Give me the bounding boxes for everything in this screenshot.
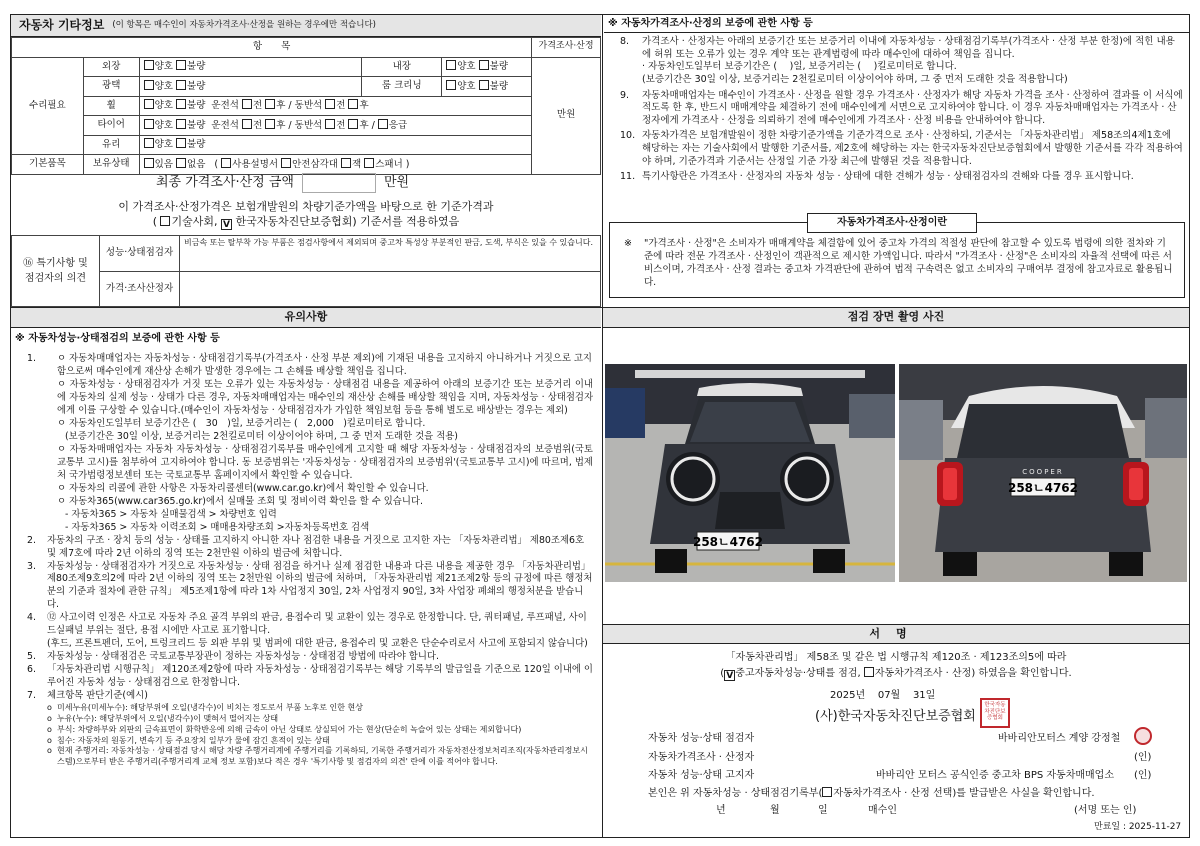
tire-options: 양호 불량 운전석 전 후 / 동반석 전 후 / 응급 xyxy=(139,116,532,136)
sign-line1: 「자동차관리법」 제58조 및 같은 법 시행규칙 제120조 · 제123조의5에 따라 xyxy=(725,652,1067,663)
price-inspector-note[interactable] xyxy=(180,272,601,307)
checkbox[interactable] xyxy=(325,119,335,129)
checkbox[interactable] xyxy=(265,119,275,129)
photo-bar: 점검 장면 촬영 사진 xyxy=(603,308,1189,328)
checkbox[interactable] xyxy=(176,138,186,148)
note-item-3: 3. 자동차성능 · 상태점검자가 거짓으로 자동차성능 · 상태 점검을 하거나 실제 점검한 내용과 다른 내용을 제공한 경우 「자동차관리법」 제80조제9호의2에 따라 2년 이하의 징역 또는 2천만원 이하의 벌금에 처하며, 「자동차관리법 제21조제2항 등의 규정에 따른 행정처분의 기준과 절차에 관한 규칙」 제5조제1항에 따라 1차 사업정지 30일, 2차 사업정지 90일, 3차 사업장 폐쇄의 행정처분을 받습니다. xyxy=(27,560,593,611)
notes-body xyxy=(11,353,601,768)
notes-section xyxy=(11,308,601,768)
note-item-5: 5. 자동차성능 · 상태점검은 국토교통부장관이 정하는 자동차성능 · 상태점검 방법에 따라야 합니다. xyxy=(27,651,439,663)
checkbox[interactable] xyxy=(479,60,489,70)
checkbox[interactable] xyxy=(176,60,186,70)
glass-label: 유리 xyxy=(83,135,139,155)
note-mark: ※ xyxy=(624,238,632,249)
final-price-label: 최종 가격조사·산정 금액 xyxy=(156,174,294,190)
expiry-date: 만료일 : 2025-11-27 xyxy=(1094,822,1182,832)
sign-date: 2025년 07월 31일 xyxy=(830,690,936,701)
other-info-header xyxy=(11,15,601,37)
notifier-label: 자동차 성능·상태 고지자 xyxy=(648,770,755,781)
rear-badge-text: COOPER xyxy=(1022,468,1064,476)
checkbox[interactable] xyxy=(378,119,388,129)
checkbox[interactable] xyxy=(446,60,456,70)
tech-society-checkbox[interactable] xyxy=(160,216,170,226)
receipt-line: 본인은 위 자동차성능 · 상태점검기록부( 자동차가격조사 · 산정 선택)를 발급받은 사실을 확인합니다. xyxy=(648,788,1095,799)
check-criteria-item: o 누유(누수): 해당부위에서 오일(냉각수)이 맺혀서 떨어지는 상태 xyxy=(47,713,279,723)
checkbox[interactable] xyxy=(479,80,489,90)
price-inspector-label: 가격·조사산정자 xyxy=(100,272,180,307)
rear-photo xyxy=(899,364,1187,582)
checkbox[interactable] xyxy=(348,119,358,129)
receipt-month: 월 xyxy=(770,805,780,816)
possession-options: 있음 없음 ( 사용설명서 안전삼각대 잭 스패너 ) xyxy=(139,155,532,175)
checkbox[interactable] xyxy=(176,99,186,109)
exterior-label: 외장 xyxy=(83,57,139,77)
vertical-divider xyxy=(602,14,603,838)
guarantee-item: 10. 자동차가격은 보험개발원이 정한 차량기준가액을 기준가격으로 조사 · 산정하되, 기준서는 「자동차관리법」 제58조의4제1호에 해당하는 자는 기술사회에서 발행한 기준서를, 제2호에 해당하는 자는 한국자동차진단보증협회에서 발행한 기준서를 각각 적용하여야 하며, 기준가격과 기준서는 산정일 기준 가장 최근에 발행된 것을 적용합니다. xyxy=(620,130,1183,167)
signature-bar: 서명 xyxy=(603,624,1189,644)
price-check-checkbox[interactable] xyxy=(864,667,874,677)
gloss-options: 양호 불량 xyxy=(139,77,362,97)
note-text: ㅇ 자동차의 리콜에 관한 사항은 자동차리콜센터(www.car.go.kr)에서 확인할 수 있습니다. xyxy=(57,482,429,494)
note-text: ㅇ 자동차성능 · 상태점검자가 거짓 또는 오류가 있는 자동차성능 · 상태점검 내용을 제공하여 아래의 보증기간 또는 보증거리 이내에 자동차의 실제 성능 · 상태가 다른 경우, 자동차매매업자는 매수인의 재산상 손해를 배상할 책임을 지며, 자동차성능 · 상태점검자에게 이를 구상할 수 있습니다.(매수인이 자동차성능 · 상태점검자가 가입한 책임보험 등을 통해 별도로 배상받는 경우는 제외) xyxy=(57,378,593,416)
checkbox[interactable] xyxy=(144,138,154,148)
checkbox[interactable] xyxy=(176,158,186,168)
notifier-seal: (인) xyxy=(1134,770,1152,781)
notes-title: ※ 자동차성능·상태점검의 보증에 관한 사항 등 xyxy=(15,333,220,344)
checkbox[interactable] xyxy=(176,80,186,90)
final-price-unit: 만원 xyxy=(383,174,410,190)
checkbox[interactable] xyxy=(144,119,154,129)
guarantee-item: · 자동차인도일부터 보증기간은 ( )일, 보증거리는 ( )킬로미터로 합니다. xyxy=(642,61,957,73)
inspector-seal-icon xyxy=(1134,727,1152,745)
check-criteria-item: o 현재 주행거리: 자동차성능 · 상태점검 당시 해당 차량 주행거리계에 주행거리를 기록하되, 기록한 주행거리가 자동차전산정보처리조직(자동차관리정보시스템)으로부터 받은 주행거리(주행거리계 교체 정보 포함)보다 적은 경우 '특기사항 및 점검자의 의견' 란에 이를 적어야 합니다. xyxy=(47,746,588,767)
check-criteria-list xyxy=(47,703,593,768)
buyer-label: 매수인 xyxy=(868,805,897,816)
guarantee-item: 11. 특기사항란은 가격조사 · 산정자의 자동차 성능 · 상태에 대한 견해가 성능 · 상태점검자의 견해와 다를 경우 표시합니다. xyxy=(620,171,1134,183)
checkbox[interactable] xyxy=(144,60,154,70)
checkbox[interactable] xyxy=(242,119,252,129)
front-plate-text: 258ㄴ4762 xyxy=(692,535,764,549)
used-car-check-checkbox[interactable]: V xyxy=(724,670,735,681)
checkbox[interactable] xyxy=(144,158,154,168)
exterior-options: 양호 불량 xyxy=(139,57,362,77)
buyer-sign: (서명 또는 인) xyxy=(1074,805,1137,816)
room-cleaning-label: 룸 크리닝 xyxy=(362,77,442,97)
note-text: (보증기간은 30일 이상, 보증거리는 2천킬로미터 이상이어야 하며, 그 중 먼저 도래한 것을 적용) xyxy=(65,430,458,442)
interior-label: 내장 xyxy=(362,57,442,77)
checkbox[interactable] xyxy=(144,80,154,90)
price-guarantee-section xyxy=(604,15,1189,184)
note-text: ㅇ 자동차매매업자는 자동차성능 · 상태점검기록부(가격조사 · 산정 부분 제외)에 기재된 내용을 고지하지 아니하거나 거짓으로 고지함으로써 매수인에게 재산상 손해가 발생한 경우에는 그 손해를 배상할 책임을 집니다. xyxy=(57,353,592,377)
perf-inspector-note: 비금속 또는 탈부착 가능 부품은 점검사항에서 제외되며 중고차 특성상 부분적인 판금, 도색, 부식은 있을 수 있습니다. xyxy=(180,236,601,272)
perf-inspector-label: 성능·상태점검자 xyxy=(100,236,180,272)
organization-seal-icon: 한국자동차진단보증협회 xyxy=(980,698,1010,728)
room-cleaning-options: 양호 불량 xyxy=(442,77,532,97)
col-item-header: 항 목 xyxy=(12,38,532,58)
note-item-1: 1. ㅇ 자동차매매업자는 자동차성능 · 상태점검기록부(가격조사 · 산정 부분 제외)에 기재된 내용을 고지하지 아니하거나 거짓으로 고지함으로써 매수인에게 재산상 손해가 발생한 경우에는 그 손해를 배상할 책임을 집니다. ㅇ 자동차성능 · 상태점검자가 거짓 또는 오류가 있는 자동차성능 · 상태점검 내용을 제공하여 아래의 보증기간 또는 보증거리 이내에 자동차의 실제 성능 · 상태가 다른 경우, 자동차매매업자는 매수인의 재산상 손해를 배상할 책임을 지며, 자동차성능 · 상태점검자에게 이를 구상할 수 있습니다.(매수인이 자동차성능 · 상태점검자가 가입한 책임보험 등을 통해 별도로 배상받는 경우는 제외) ㅇ 자동차인도일부터 보증기간은 ( 30 )일, 보증거리는 ( 2,000 )킬로미터로 합니다. (보증기간은 30일 이상, 보증거리는 2천킬로미터 이상이어야 하며, 그 중 먼저 도래한 것을 적용) ㅇ 자동차매매업자는 자동차 자동차성능 · 상태점검기록부를 매수인에게 고지할 때 해당 자동차성능 · 상태점검자의 보증범위(국토교통부 고시)를 첨부하여 고지하여야 합니다. 동 보증범위는 '자동차성능 · 상태점검자의 보증범위'(국토교통부 고시)에 따르며, 법제처 국가법령정보센터 또는 국토교통부 홈페이지에서 확인할 수 있습니다. ㅇ 자동차의 리콜에 관한 사항은 자동차리콜센터(www.car.go.kr)에서 확인할 수 있습니다. ㅇ 자동차365(www.car365.go.kr)에서 실매물 조회 및 정비이력 확인을 할 수 있습니다. - 자동차365 > 자동차 실매물검색 > 차량번호 입력 - 자동차365 > 자동차 이력조회 > 매매용차량조회 >자동차등록번호 검색 xyxy=(27,353,593,533)
price-guarantee-items xyxy=(604,36,1189,184)
check-criteria-item: o 미세누유(미세누수): 해당부위에 오일(냉각수)이 비치는 정도로서 부품 노후로 인한 현상 xyxy=(47,703,364,713)
receipt-day: 일 xyxy=(818,805,828,816)
receipt-price-checkbox[interactable] xyxy=(822,787,832,797)
note-text: ㅇ 자동차365(www.car365.go.kr)에서 실매물 조회 및 정비이력 확인을 할 수 있습니다. xyxy=(57,495,423,507)
inspector-label: 자동차 성능·상태 점검자 xyxy=(648,733,755,744)
guarantee-item: 9. 자동차매매업자는 매수인이 가격조사 · 산정을 원할 경우 가격조사 · 산정자가 해당 자동차 가격을 조사 · 산정하여 결과를 이 서식에 적도록 한 후, 반드시 매매계약을 체결하기 전에 매수인에게 서면으로 고지하여야 합니다. 이 경우 자동차매매업자는 가격조사 · 산정자에게 가격조사 · 산정을 의뢰하기 전에 매수인에게 가격조사 · 산정 비용을 안내하여야 합니다. xyxy=(620,89,1183,126)
gloss-label: 광택 xyxy=(83,77,139,97)
receipt-year: 년 xyxy=(716,805,726,816)
price-unit: 만원 xyxy=(532,57,601,174)
price-guarantee-title: ※ 자동차가격조사·산정의 보증에 관한 사항 등 xyxy=(604,15,1189,33)
basic-items-label: 기본품목 xyxy=(12,155,84,175)
other-info-title: 자동차 기타정보 xyxy=(19,17,105,32)
checkbox[interactable] xyxy=(221,158,231,168)
kaida-checkbox[interactable]: V xyxy=(221,219,232,230)
check-criteria-item: o 부식: 차량하부와 외판의 금속표면이 화학반응에 의해 금속이 아닌 상태로 상실되어 가는 현상(단순히 녹슬어 있는 상태는 제외합니다) xyxy=(47,724,522,734)
guarantee-item: 8. 가격조사 · 산정자는 아래의 보증기간 또는 보증거리 이내에 자동차성능 · 상태점검기록부(가격조사 · 산정 부분 한정)에 적힌 내용에 허위 또는 오류가 있는 경우 계약 또는 관계법령에 따라 매수인에 대하여 책임을 집니다. xyxy=(620,36,1175,60)
front-photo xyxy=(605,364,895,582)
price-inspector-seal: (인) xyxy=(1134,752,1152,763)
note-item-4: 4. ⑫ 사고이력 인정은 사고로 자동차 주요 골격 부위의 판금, 용접수리 및 교환이 있는 경우로 한정합니다. 단, 쿼터패널, 루프패널, 사이드실패널 부위는 절단, 용접 시에만 사고로 표기합니다. (후드, 프론트펜더, 도어, 트렁크리드 등 외판 부위 및 범퍼에 대한 판금, 용접수리 및 교환은 단순수리로서 사고에 포함되지 않습니다) xyxy=(27,612,588,650)
note-item-7: 7. 체크항목 판단기준(예시) o 미세누유(미세누수): 해당부위에 오일(냉각수)이 비치는 정도로서 부품 노후로 인한 현상 o 누유(누수): 해당부위에서 오일(냉각수)이 맺혀서 떨어지는 상태 o 부식: 차량하부와 외판의 금속표면이 화학반응에 의해 금속이 아닌 상태로 상실되어 가는 현상(단순히 녹슬어 있는 상태는 제외합니다) o 침수: 자동차의 원동기, 변속기 등 주요장치 일부가 물에 잠긴 흔적이 있는 상태 o 현재 주행거리: 자동차성능 · 상태점검 당시 해당 차량 주행거리계에 주행거리를 기록하되, 기록한 주행거리가 자동차전산정보처리조직(자동차관리정보시스템)으로부터 받은 주행거리(주행거리계 교체 정보 포함)보다 적은 경우 '특기사항 및 점검자의 의견' 란에 이를 적어야 합니다. xyxy=(27,690,593,768)
note-text: ㅇ 자동차인도일부터 보증기간은 ( 30 )일, 보증거리는 ( 2,000 )킬로미터로 합니다. xyxy=(57,417,426,429)
special-notes-label: ⑯ 특기사항 및 점검자의 의견 xyxy=(12,236,100,307)
check-criteria-item: o 침수: 자동차의 원동기, 변속기 등 주요장치 일부가 물에 잠긴 흔적이 있는 상태 xyxy=(47,735,330,745)
wheel-label: 휠 xyxy=(83,96,139,116)
wheel-options: 양호 불량 운전석 전 후 / 동반석 전 후 xyxy=(139,96,532,116)
checkbox[interactable] xyxy=(364,158,374,168)
inspector-value: 바바리안모터스 계양 강정철 xyxy=(998,733,1121,744)
price-definition-title: 자동차가격조사·산정이란 xyxy=(807,213,977,233)
other-info-table xyxy=(11,37,601,175)
final-price-field[interactable] xyxy=(302,173,376,193)
tire-label: 타이어 xyxy=(83,116,139,136)
note-text: ㅇ 자동차매매업자는 자동차 자동차성능 · 상태점검기록부를 매수인에게 고지할 때 해당 자동차성능 · 상태점검자의 보증범위(국토교통부 고시)를 첨부하여 고지하여야 합니다. 동 보증범위는 '자동차성능 · 상태점검자의 보증범위'(국토교통부 고시)에 따르며, 법제처 국가법령정보센터 또는 국토교통부 홈페이지에서 확인할 수 있습니다. xyxy=(57,443,593,481)
checkbox[interactable] xyxy=(242,99,252,109)
checkbox[interactable] xyxy=(144,99,154,109)
checkbox[interactable] xyxy=(265,99,275,109)
special-notes-table xyxy=(11,235,601,307)
note-text: - 자동차365 > 자동차 이력조회 > 매매용차량조회 >자동차등록번호 검색 xyxy=(65,521,370,533)
glass-options: 양호 불량 xyxy=(139,135,532,155)
price-inspector-sign-label: 자동차가격조사 · 산정자 xyxy=(648,752,755,763)
repair-needed-label: 수리필요 xyxy=(12,57,84,155)
note-item-6: 6. 「자동차관리법 시행규칙」 제120조제2항에 따라 자동차성능 · 상태점검기록부는 해당 기록부의 발급일을 기준으로 120일 이내에 이루어진 자동차 성능 · 상태점검으로 한정합니다. xyxy=(27,664,593,689)
basis-line2: ( 기술사회, V 한국자동차진단보증협회) 기준서를 적용하였음 xyxy=(152,215,460,230)
price-definition-text: "가격조사 · 산정"은 소비자가 매매계약을 체결함에 있어 중고차 가격의 적절성 판단에 참고할 수 있도록 법령에 의한 절차와 기준에 따라 전문 가격조사 · 산정인이 객관적으로 제시한 가액입니다. 따라서 "가격조사 · 산정"은 소비자의 자율적 선택에 따른 서비스이며, 가격조사 · 산정 결과는 중고차 가격판단에 관하여 법적 구속력은 없고 소비자의 구매여부 결정에 참고자료로 활용됩니다. xyxy=(644,238,1173,289)
checkbox[interactable] xyxy=(281,158,291,168)
interior-options: 양호 불량 xyxy=(442,57,532,77)
note-text: - 자동차365 > 자동차 실매물검색 > 차량번호 입력 xyxy=(65,508,277,520)
sign-line2: ( V 중고자동차성능·상태를 점검, 자동차가격조사 · 산정) 하였음을 확인합니다. xyxy=(720,668,1072,681)
notes-bar: 유의사항 xyxy=(11,308,601,328)
notifier-value: 바바리안 모터스 공식인증 중고차 BPS 자동차매매업소 xyxy=(876,770,1114,781)
note-item-2: 2. 자동차의 구조 · 장치 등의 성능 · 상태를 고지하지 아니한 자나 점검한 내용을 거짓으로 고지한 자는 「자동차관리법」 제80조제6호 및 제7호에 따라 2년 이하의 징역 또는 2천만원 이하의 벌금에 처합니다. xyxy=(27,534,585,559)
rear-plate-text: 258ㄴ4762 xyxy=(1007,481,1079,495)
possession-label: 보유상태 xyxy=(83,155,139,175)
col-price-header: 가격조사·산정 xyxy=(532,38,601,58)
checkbox[interactable] xyxy=(446,80,456,90)
price-definition-box xyxy=(609,222,1185,298)
checkbox[interactable] xyxy=(325,99,335,109)
organization-name: (사)한국자동차진단보증협회 xyxy=(815,709,976,724)
checkbox[interactable] xyxy=(348,99,358,109)
other-info-subtitle: (이 항목은 매수인이 자동차가격조사·산정을 원하는 경우에만 적습니다) xyxy=(112,19,376,30)
checkbox[interactable] xyxy=(176,119,186,129)
basis-line1: 이 가격조사·산정가격은 보험개발원의 차량기준가액을 바탕으로 한 기준가격과 xyxy=(118,200,494,213)
guarantee-item: (보증기간은 30일 이상, 보증거리는 2천킬로미터 이상이어야 하며, 그 중 먼저 도래한 것을 적용합니다) xyxy=(642,73,1068,85)
checkbox[interactable] xyxy=(341,158,351,168)
